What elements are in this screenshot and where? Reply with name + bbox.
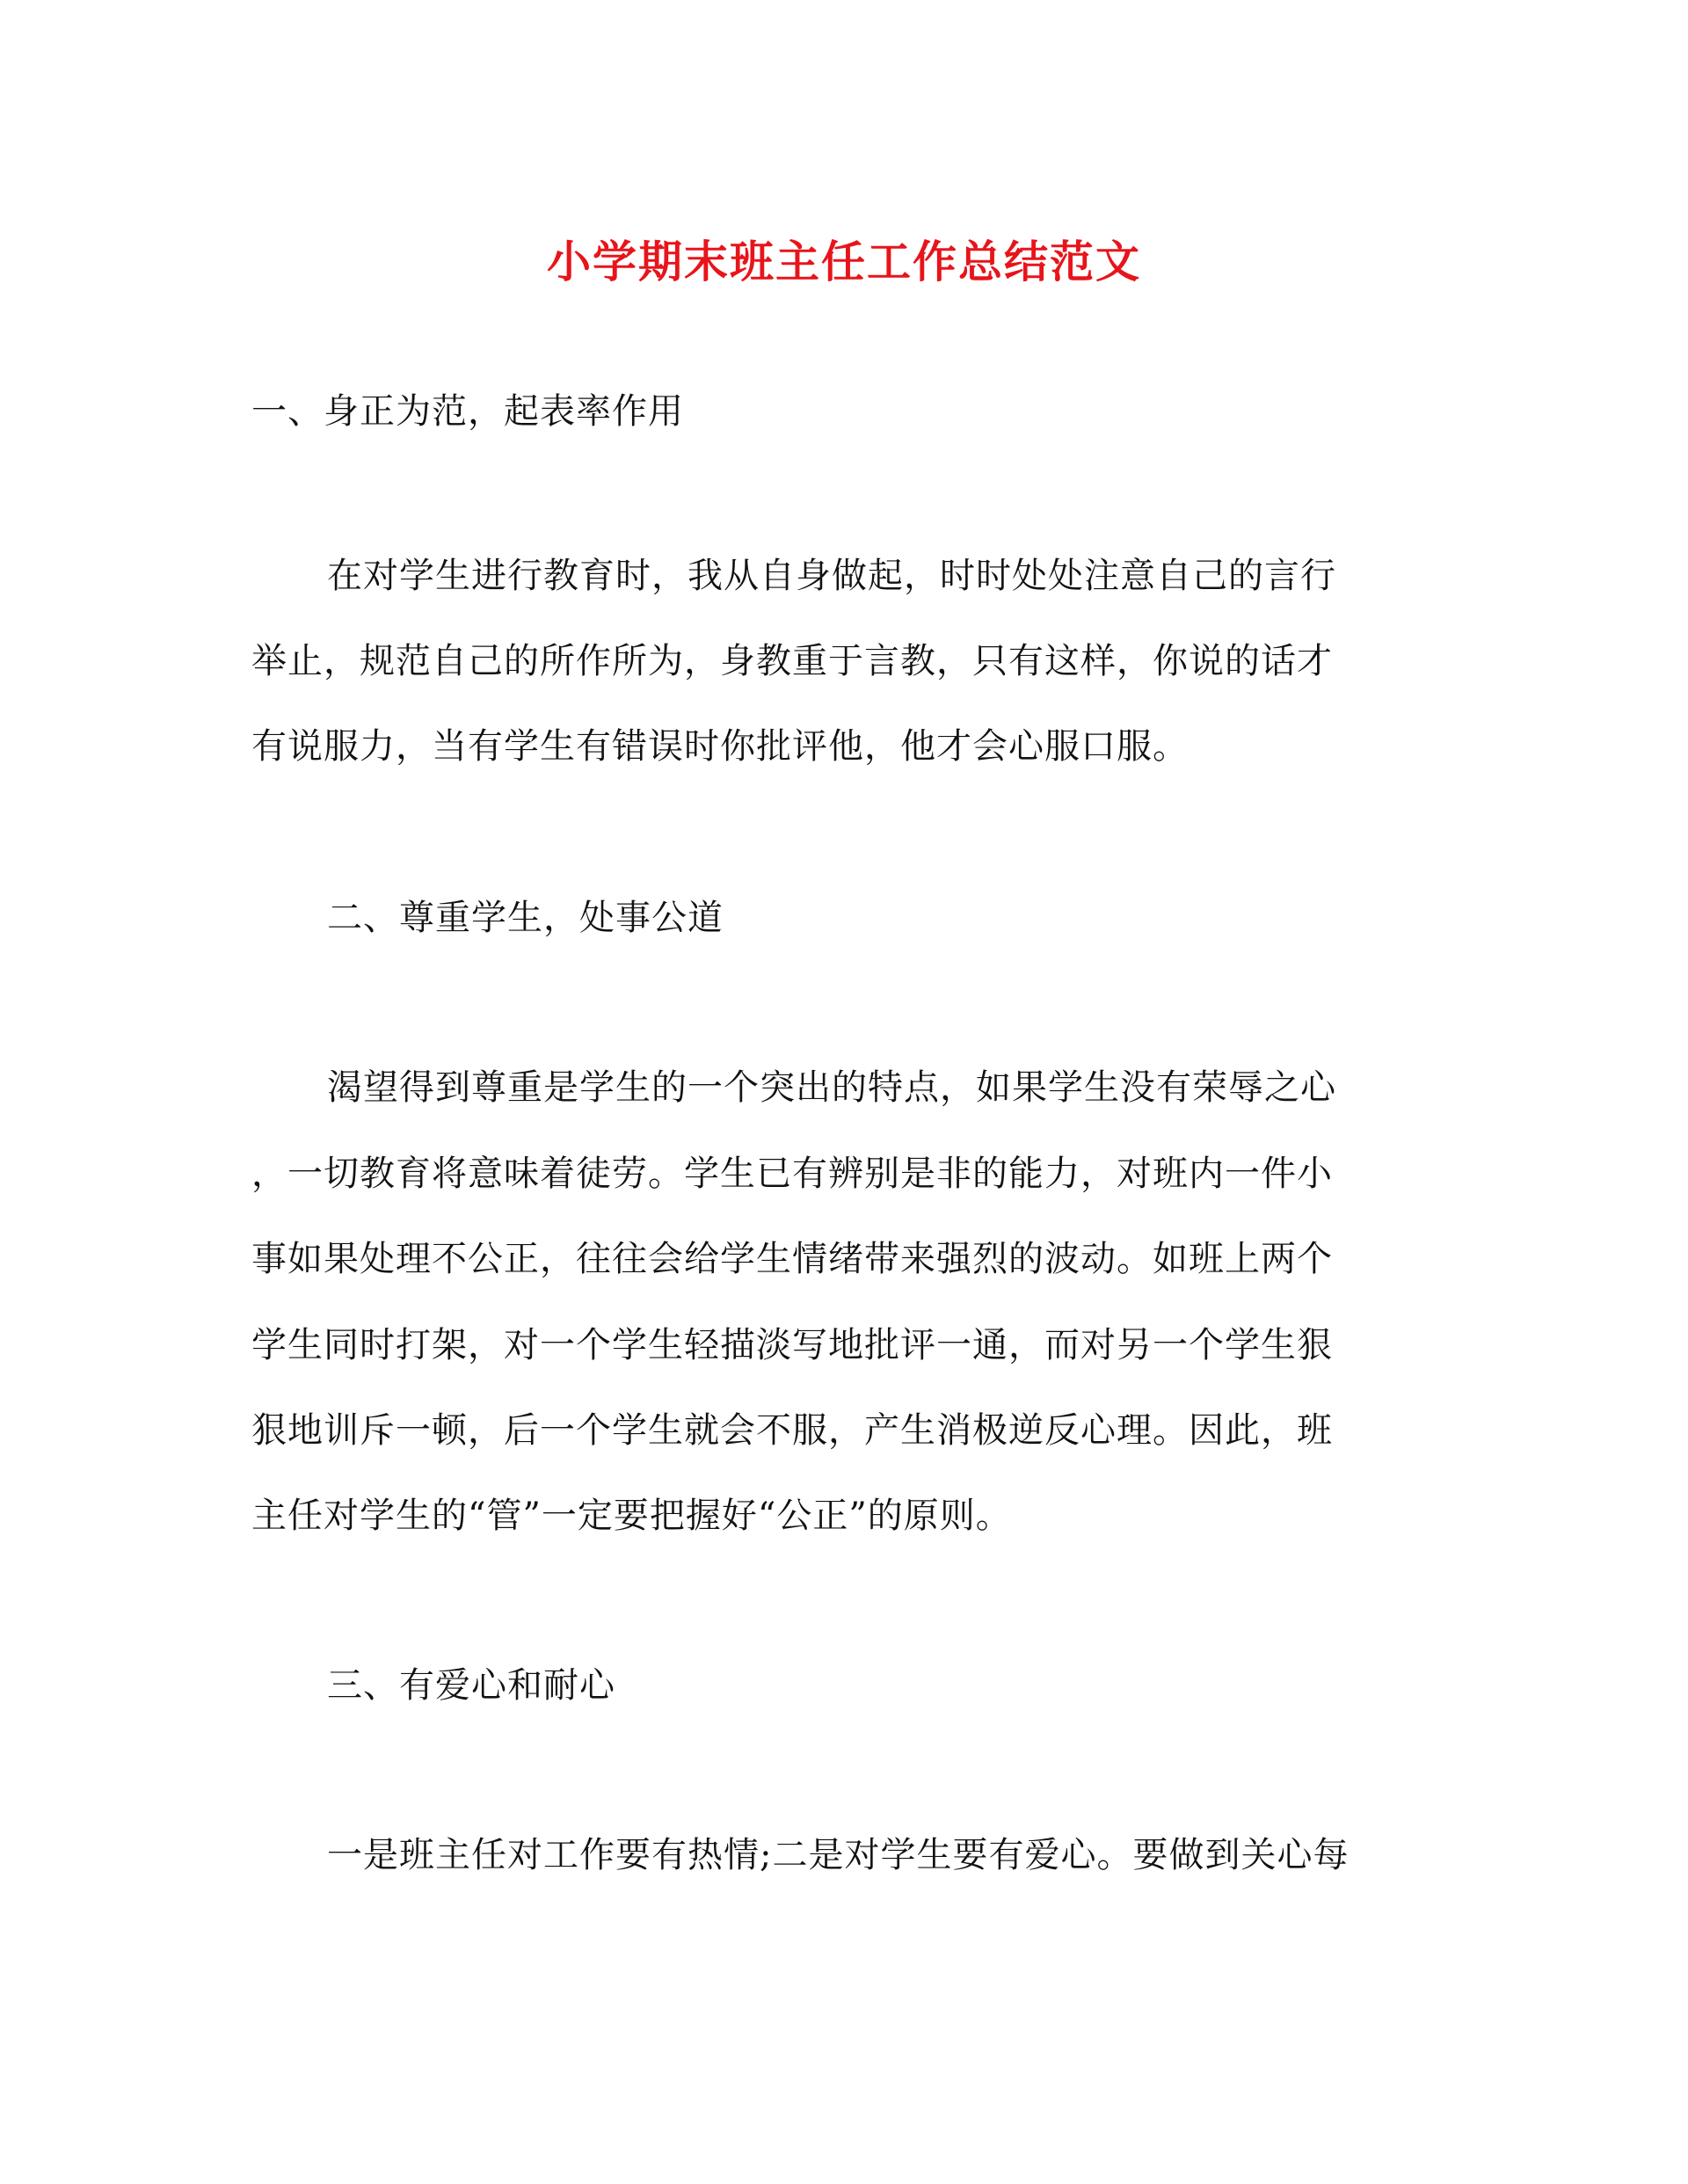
paragraph-line: 在对学生进行教育时，我从自身做起，时时处处注意自己的言行	[327, 556, 1336, 596]
paragraph-line: 主任对学生的“管”一定要把握好“公正”的原则。	[251, 1496, 1012, 1536]
document-title: 小学期末班主任工作总结范文	[547, 236, 1141, 288]
paragraph-line: 有说服力，当有学生有错误时你批评他，他才会心服口服。	[251, 726, 1189, 767]
paragraph-line: 学生同时打架，对一个学生轻描淡写地批评一通，而对另一个学生狠	[251, 1325, 1333, 1365]
section-heading-2: 二、尊重学生，处事公道	[327, 898, 724, 938]
paragraph-line: 事如果处理不公正，往往会给学生情绪带来强烈的波动。如班上两个	[251, 1239, 1333, 1279]
section-heading-1: 一、身正为范，起表率作用	[251, 391, 684, 432]
section-heading-3: 三、有爱心和耐心	[327, 1665, 615, 1706]
paragraph-line: 渴望得到尊重是学生的一个突出的特点，如果学生没有荣辱之心	[327, 1067, 1336, 1108]
paragraph-line: 狠地训斥一顿，后一个学生就会不服，产生消极逆反心理。因此，班	[251, 1410, 1333, 1451]
paragraph-line: 一是班主任对工作要有热情;二是对学生要有爱心。要做到关心每	[327, 1835, 1350, 1875]
paragraph-line: 举止，规范自己的所作所为，身教重于言教，只有这样，你说的话才	[251, 641, 1333, 681]
paragraph-line: ，一切教育将意味着徒劳。学生已有辨别是非的能力，对班内一件小	[251, 1154, 1333, 1194]
